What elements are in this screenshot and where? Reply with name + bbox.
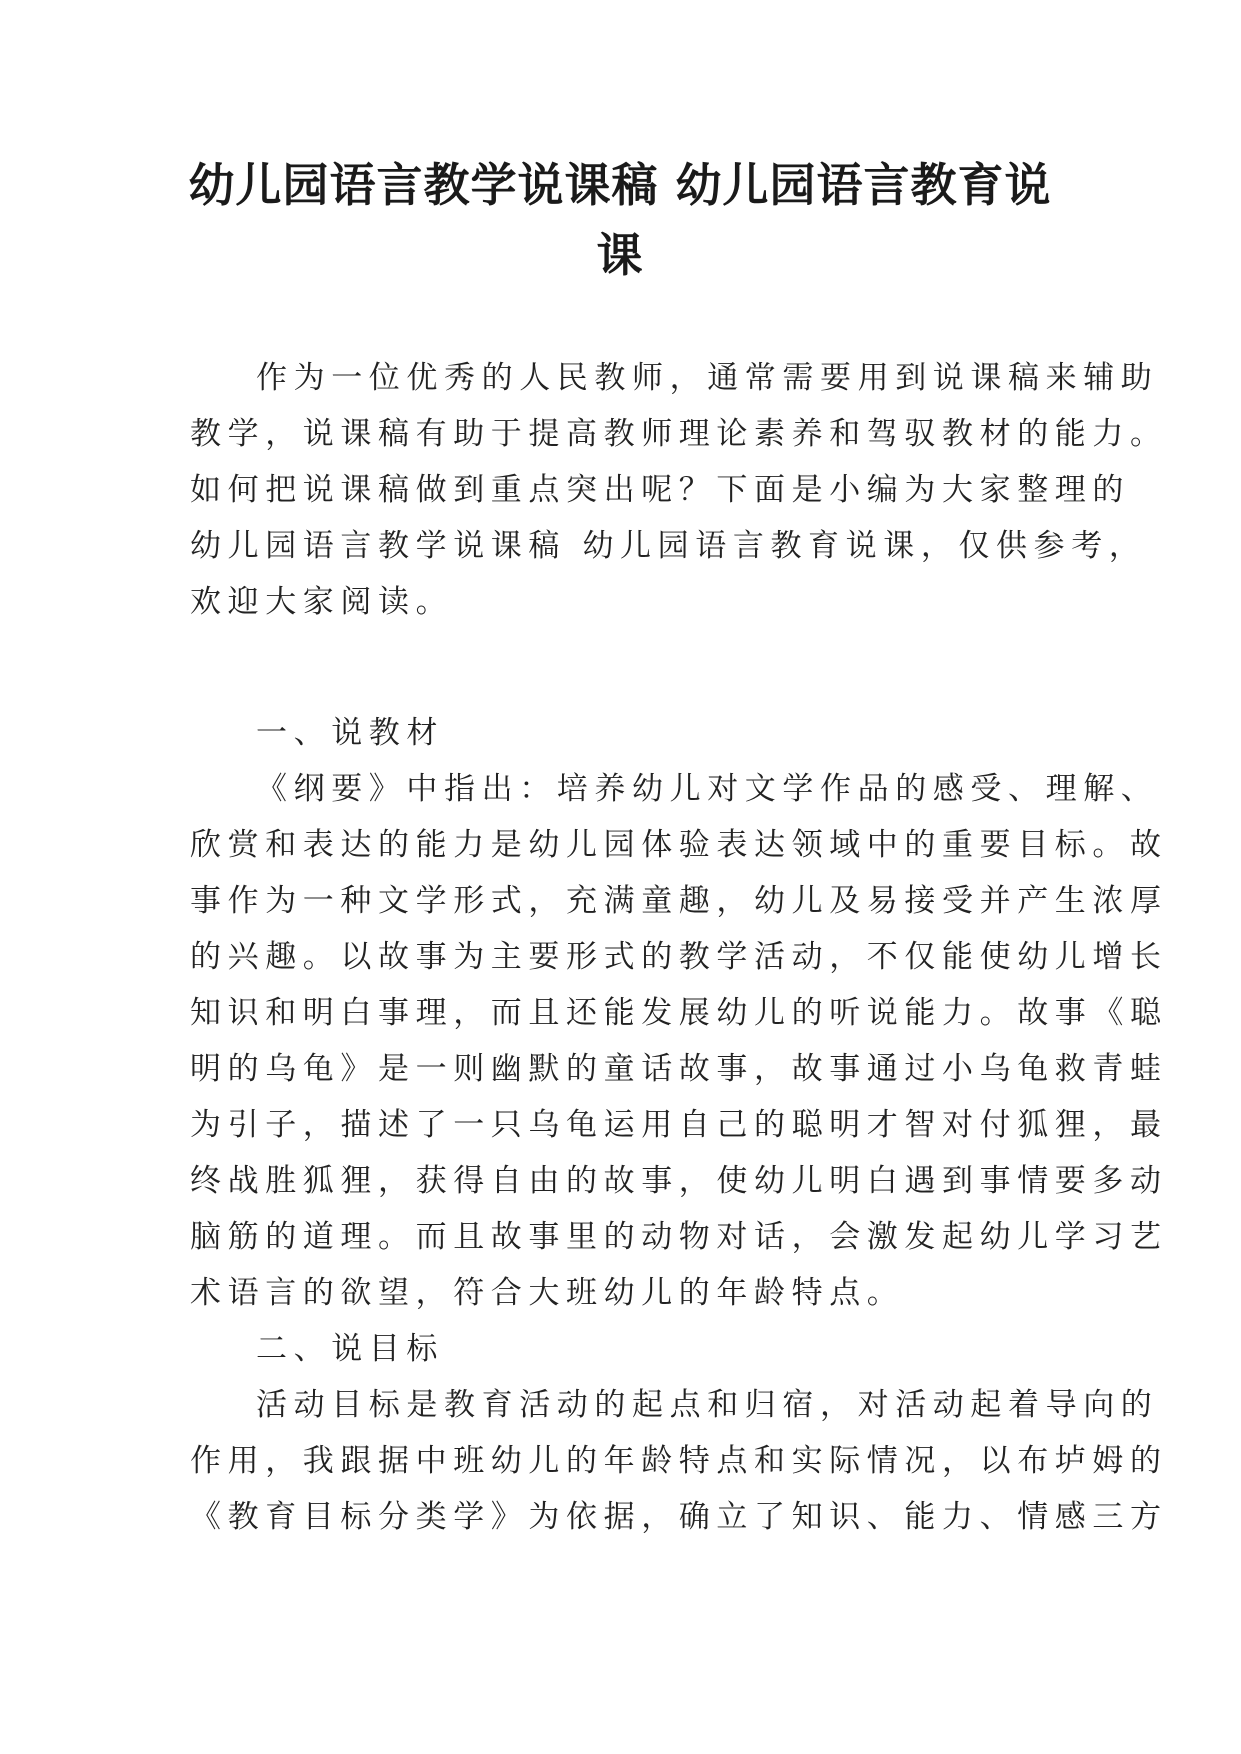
text-line: 明的乌龟》是一则幽默的童话故事，故事通过小乌龟救青蛙 bbox=[190, 1051, 1168, 1087]
text-line: 脑筋的道理。而且故事里的动物对话，会激发起幼儿学习艺 bbox=[190, 1219, 1168, 1255]
text-line: 术语言的欲望，符合大班幼儿的年龄特点。 bbox=[190, 1275, 905, 1311]
body-sections bbox=[190, 705, 1168, 1545]
title-line: 课 bbox=[596, 228, 644, 282]
text-line: 活动目标是教育活动的起点和归宿，对活动起着导向的 bbox=[256, 1387, 1159, 1423]
text-line: 教学，说课稿有助于提高教师理论素养和驾驭教材的能力。 bbox=[190, 416, 1168, 452]
text-line: 《教育目标分类学》为依据，确立了知识、能力、情感三方 bbox=[190, 1499, 1168, 1535]
text-line: 知识和明白事理，而且还能发展幼儿的听说能力。故事《聪 bbox=[190, 995, 1168, 1031]
text-line: 的兴趣。以故事为主要形式的教学活动，不仅能使幼儿增长 bbox=[190, 939, 1168, 975]
text-line: 作为一位优秀的人民教师，通常需要用到说课稿来辅助 bbox=[256, 360, 1159, 396]
text-line: 事作为一种文学形式，充满童趣，幼儿及易接受并产生浓厚 bbox=[190, 883, 1168, 919]
intro-paragraph bbox=[190, 350, 1168, 630]
document-title bbox=[150, 150, 1090, 290]
text-line: 终战胜狐狸，获得自由的故事，使幼儿明白遇到事情要多动 bbox=[190, 1163, 1168, 1199]
text-line: 欢迎大家阅读。 bbox=[190, 584, 454, 620]
title-line: 幼儿园语言教学说课稿 幼儿园语言教育说 bbox=[188, 158, 1052, 212]
text-line: 《纲要》中指出：培养幼儿对文学作品的感受、理解、 bbox=[256, 771, 1159, 807]
text-line: 为引子，描述了一只乌龟运用自己的聪明才智对付狐狸，最 bbox=[190, 1107, 1168, 1143]
text-line: 欣赏和表达的能力是幼儿园体验表达领域中的重要目标。故 bbox=[190, 827, 1168, 863]
section-heading: 二、说目标 bbox=[256, 1331, 444, 1367]
text-line: 幼儿园语言教学说课稿 幼儿园语言教育说课，仅供参考， bbox=[190, 528, 1147, 564]
text-line: 如何把说课稿做到重点突出呢？下面是小编为大家整理的 bbox=[190, 472, 1130, 508]
text-line: 作用，我跟据中班幼儿的年龄特点和实际情况，以布垆姆的 bbox=[190, 1443, 1168, 1479]
section-heading: 一、说教材 bbox=[256, 715, 444, 751]
